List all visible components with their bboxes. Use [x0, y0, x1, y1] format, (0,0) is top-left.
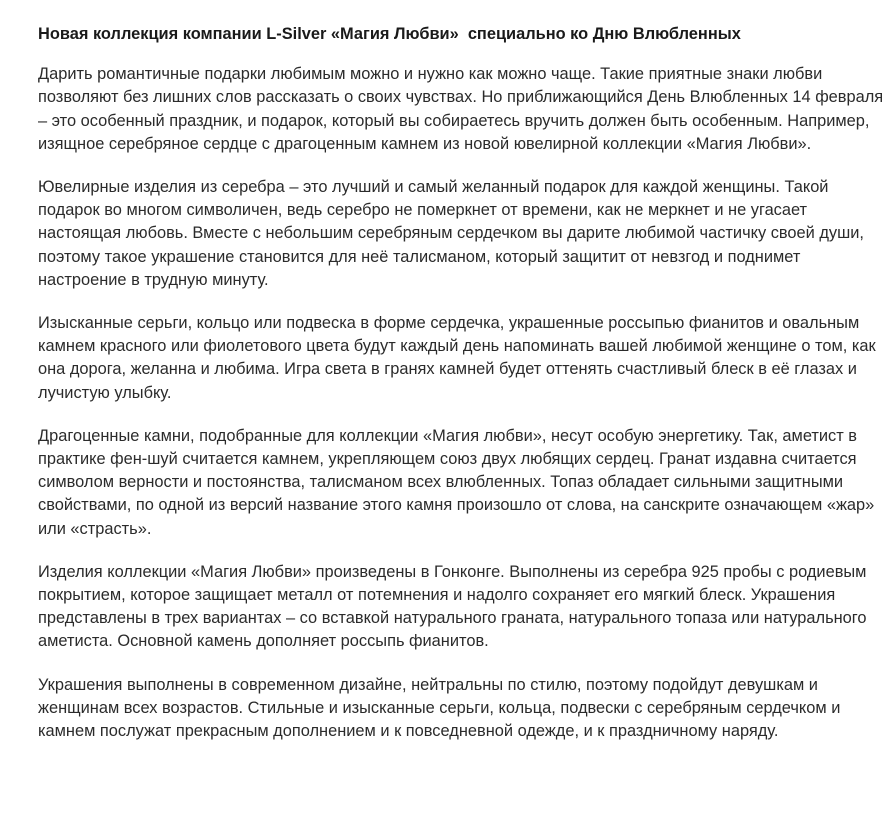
- paragraph-gemstones: Драгоценные камни, подобранные для коллекции «Магия любви», несут особую энергетику. Так, аметист в практике фен-шуй считается камнем, укрепляющем союз двух любящих сердец. Гранат издавна считается символом верности и постоянства, талисманом всех влюбленных. Топаз обладает сильными защитными свойствами, по одной из версий название этого камня произошло от слова, на санскрите означающем «жар» или «страсть».: [38, 426, 875, 538]
- paragraph-design: Украшения выполнены в современном дизайне, нейтральны по стилю, поэтому подойдут девушкам и женщинам всех возрастов. Стильные и изысканные серьги, кольца, подвески с серебряным сердечком и камнем послужат прекрасным дополнением и к повседневной одежде, и к праздничному наряду.: [38, 675, 841, 741]
- paragraph-manufacturing: Изделия коллекции «Магия Любви» произведены в Гонконге. Выполнены из серебра 925 пробы с родиевым покрытием, которое защищает металл от потемнения и надолго сохраняет его мягкий блеск. Украшения представлены в трех вариантах – со вставкой натурального граната, натурального топаза или натурального аметиста. Основной камень дополняет россыпь фианитов.: [38, 562, 867, 651]
- paragraph-heart-jewelry: Изысканные серьги, кольцо или подвеска в форме сердечка, украшенные россыпью фианитов и овальным камнем красного или фиолетового цвета будут каждый день напоминать вашей любимой женщине о том, как она дорога, желанна и любима. Игра света в гранях камней будет оттенять счастливый блеск в её глазах и лучистую улыбку.: [38, 314, 876, 402]
- paragraph-intro: Дарить романтичные подарки любимым можно и нужно как можно чаще. Такие приятные знаки любви позволяют без лишних слов рассказать о своих чувствах. Но приближающийся День Влюбленных 14 февраля – это особенный праздник, и подарок, который вы собираетесь вручить должен быть особенным. Например, изящное серебряное сердце с драгоценным камнем из новой ювелирной коллекции «Магия Любви».: [38, 65, 884, 153]
- document-title: Новая коллекция компании L-Silver «Магия Любви» специально ко Дню Влюбленных: [38, 25, 741, 43]
- document-body: [38, 23, 884, 763]
- paragraph-silver-gift: Ювелирные изделия из серебра – это лучший и самый желанный подарок для каждой женщины. Такой подарок во многом символичен, ведь серебро не померкнет от времени, как не меркнет и не угасает настоящая любовь. Вместе с небольшим серебряным сердечком вы дарите любимой частичку своей души, поэтому такое украшение становится для неё талисманом, который защитит от невзгод и поднимет настроение в трудную минуту.: [38, 178, 864, 289]
